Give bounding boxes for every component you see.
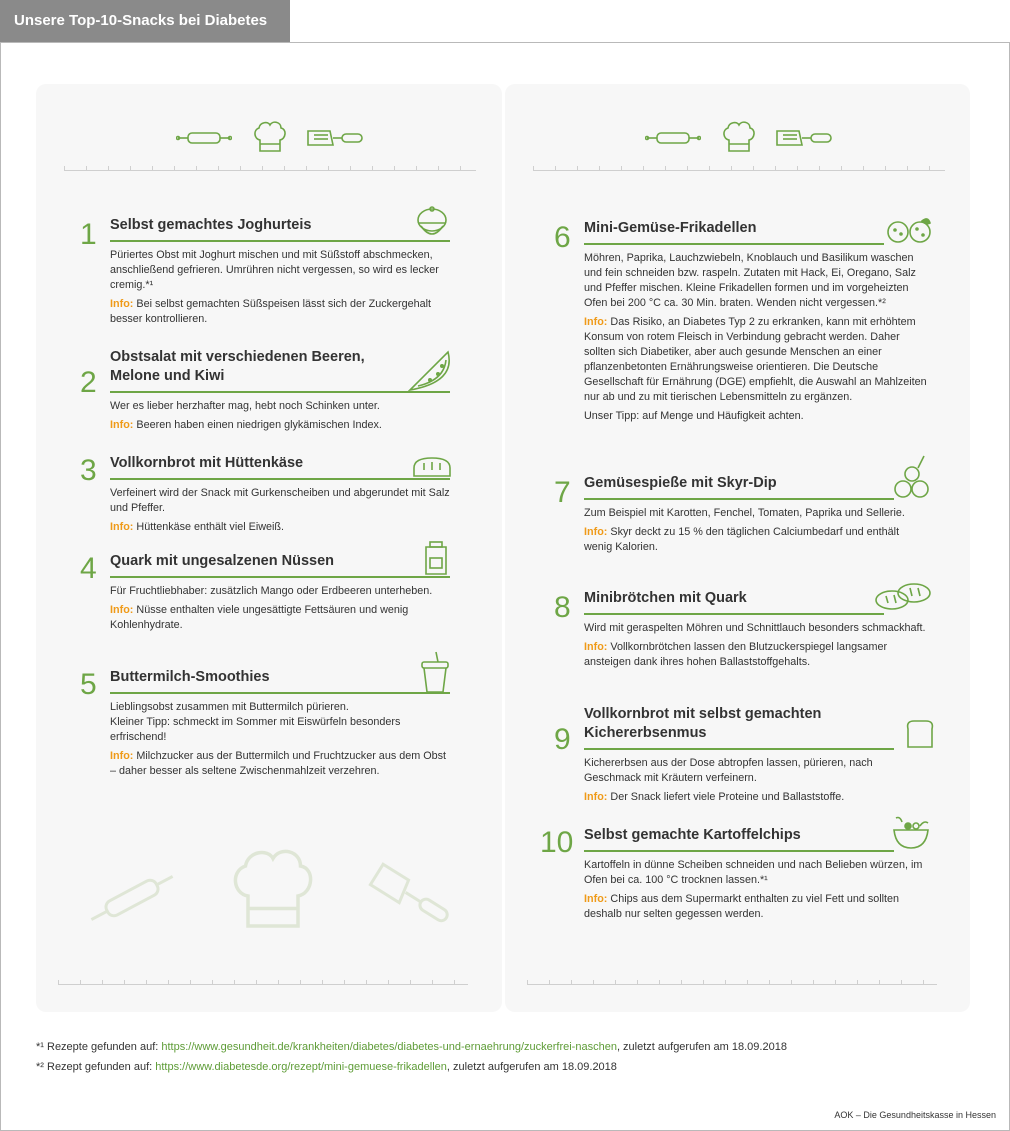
salad-bowl-icon xyxy=(890,814,932,850)
item-text: Kartoffeln in dünne Scheiben schneiden und nach Belieben würzen, im Ofen bei ca. 100 °C trocknen lassen.*¹ xyxy=(584,859,923,886)
ruler-tick xyxy=(527,980,528,984)
smoothie-cup-icon xyxy=(418,650,452,694)
ruler-top-right xyxy=(533,164,945,171)
ruler-tick xyxy=(432,980,433,984)
item-number: 8 xyxy=(554,591,571,624)
info-text: Bei selbst gemachten Süßspeisen lässt sich der Zuckergehalt besser kontrollieren. xyxy=(110,298,432,325)
ruler-tick xyxy=(328,166,329,170)
ruler-tick xyxy=(703,980,704,984)
item-body xyxy=(584,621,929,670)
ruler-tick xyxy=(813,980,814,984)
item-body xyxy=(110,700,450,779)
info-text: Beeren haben einen niedrigen glykämischen Index. xyxy=(136,419,382,431)
info-text: Skyr deckt zu 15 % den täglichen Calciumbedarf und enthält wenig Kalorien. xyxy=(584,526,900,553)
ruler-tick xyxy=(212,980,213,984)
item-number: 2 xyxy=(80,366,97,399)
bread-slice-icon xyxy=(904,719,936,749)
ruler-tick xyxy=(366,980,367,984)
ruler-tick xyxy=(659,980,660,984)
ruler-tick xyxy=(278,980,279,984)
info-label: Info: xyxy=(584,316,608,328)
item-info xyxy=(110,749,450,779)
item-text: Zum Beispiel mit Karotten, Fenchel, Tomaten, Paprika und Sellerie. xyxy=(584,507,905,519)
spatula-icon xyxy=(306,128,364,148)
ruler-top-left xyxy=(64,164,476,171)
item-text: Kichererbsen aus der Dose abtropfen lassen, pürieren, nach Geschmack mit Kräutern verfeinern. xyxy=(584,757,873,784)
item-title: Quark mit ungesalzenen Nüssen xyxy=(110,553,335,569)
jar-icon xyxy=(422,540,450,576)
ruler-tick xyxy=(929,166,930,170)
item-info xyxy=(584,892,929,922)
info-text: Nüsse enthalten viele ungesättigte Fettsäuren und wenig Kohlenhydrate. xyxy=(110,604,409,631)
title-underline xyxy=(110,240,450,242)
bread-icon xyxy=(412,456,452,478)
ruler-tick xyxy=(901,980,902,984)
ruler-bottom-left xyxy=(58,978,468,985)
ruler-tick xyxy=(438,166,439,170)
item-number: 4 xyxy=(80,552,97,585)
ruler-tick xyxy=(687,166,688,170)
item-title: Selbst gemachtes Joghurteis xyxy=(110,217,312,233)
ruler-tick xyxy=(218,166,219,170)
ruler-tick xyxy=(146,980,147,984)
title-underline xyxy=(584,498,894,500)
footnote-suffix: , zuletzt aufgerufen am 18.09.2018 xyxy=(446,1061,617,1073)
footnote-link[interactable]: https://www.diabetesde.org/rezept/mini-gemuese-frikadellen xyxy=(155,1061,447,1073)
title-underline xyxy=(110,391,450,393)
ruler-tick xyxy=(284,166,285,170)
item-text: Möhren, Paprika, Lauchzwiebeln, Knoblauch und Basilikum waschen und fein schneiden bzw. raspeln. Zutaten mit Hack, Ei, Oregano, Salz und Pfeffer mischen. Kleine Frikadellen formen und im vorgeheizten Ofen bei 200 °C ca. 30 Min. braten. Wenden nicht vergessen.*² xyxy=(584,252,916,309)
ruler-tick xyxy=(416,166,417,170)
ruler-tick xyxy=(344,980,345,984)
ruler-tick xyxy=(571,980,572,984)
ruler-tick xyxy=(857,980,858,984)
ruler-tick xyxy=(725,980,726,984)
info-text: Vollkornbrötchen lassen den Blutzuckerspiegel langsamer ansteigen dank ihres hohen Ballaststoffgehalts. xyxy=(584,641,888,668)
ruler-tick xyxy=(615,980,616,984)
ruler-tick xyxy=(460,166,461,170)
ruler-tick xyxy=(593,980,594,984)
item-text: Wird mit geraspelten Möhren und Schnittlauch besonders schmackhaft. xyxy=(584,622,926,634)
item-info xyxy=(584,790,929,805)
info-label: Info: xyxy=(584,526,608,538)
ruler-tick xyxy=(322,980,323,984)
item-number: 3 xyxy=(80,454,97,487)
item-title: Buttermilch-Smoothies xyxy=(110,669,270,685)
info-text: Milchzucker aus der Buttermilch und Fruchtzucker aus dem Obst – daher besser als seltene Zwischenmahlzeit verzehren. xyxy=(110,750,447,777)
footnote-prefix: *¹ Rezepte gefunden auf: xyxy=(36,1041,162,1053)
ruler-tick xyxy=(168,980,169,984)
item-text: Püriertes Obst mit Joghurt mischen und mit Süßstoff abschmecken, anschließend gefrieren. Umrühren nicht vergessen, so wird es lecker cremig.*¹ xyxy=(110,249,439,291)
snack-item-7 xyxy=(554,474,929,559)
item-info xyxy=(110,520,450,535)
ruler-tick xyxy=(863,166,864,170)
item-number: 10 xyxy=(540,826,574,859)
top-icons-right xyxy=(645,120,845,156)
info-label: Info: xyxy=(110,750,134,762)
ruler-tick xyxy=(262,166,263,170)
item-body xyxy=(584,506,929,555)
item-number: 7 xyxy=(554,476,571,509)
ruler-tick xyxy=(388,980,389,984)
info-label: Info: xyxy=(584,791,608,803)
item-number: 1 xyxy=(80,218,97,251)
ice-cream-icon xyxy=(412,206,452,242)
ruler-tick xyxy=(841,166,842,170)
item-info xyxy=(110,603,450,633)
patties-icon xyxy=(886,217,932,245)
item-body xyxy=(110,248,450,327)
item-body xyxy=(584,858,929,922)
item-number: 9 xyxy=(554,723,571,756)
item-info xyxy=(584,640,929,670)
title-underline xyxy=(110,576,450,578)
item-info xyxy=(584,315,929,405)
snack-item-4 xyxy=(80,552,450,637)
item-body xyxy=(110,486,450,535)
ruler-tick xyxy=(907,166,908,170)
ruler-tick xyxy=(769,980,770,984)
chef-hat-icon xyxy=(228,846,318,936)
footnote-link[interactable]: https://www.gesundheit.de/krankheiten/diabetes/diabetes-und-ernaehrung/zuckerfrei-naschen xyxy=(161,1041,617,1053)
ruler-tick xyxy=(643,166,644,170)
ruler-tick xyxy=(835,980,836,984)
item-title: Vollkornbrot mit Hüttenkäse xyxy=(110,455,304,471)
ruler-tick xyxy=(709,166,710,170)
info-label: Info: xyxy=(110,521,134,533)
ruler-tick xyxy=(775,166,776,170)
item-text: Wer es lieber herzhafter mag, hebt noch Schinken unter. xyxy=(110,400,380,412)
ruler-tick xyxy=(58,980,59,984)
spatula-icon xyxy=(366,862,456,932)
item-title: Obstsalat mit verschiedenen Beeren, Melone und Kiwi xyxy=(110,349,365,384)
item-title: Mini-Gemüse-Frikadellen xyxy=(584,220,757,236)
item-info xyxy=(110,418,450,433)
ruler-tick xyxy=(747,980,748,984)
info-text: Chips aus dem Supermarkt enthalten zu viel Fett und sollten deshalb nur selten gegessen werden. xyxy=(584,893,900,920)
melon-icon xyxy=(408,350,452,392)
ruler-bottom-right xyxy=(527,978,937,985)
title-underline xyxy=(584,243,884,245)
item-text: Für Fruchtliebhaber: zusätzlich Mango oder Erdbeeren unterheben. xyxy=(110,585,433,597)
info-label: Info: xyxy=(584,641,608,653)
ruler-tick xyxy=(791,980,792,984)
snack-item-2 xyxy=(80,348,450,437)
ruler-tick xyxy=(797,166,798,170)
ruler-tick xyxy=(549,980,550,984)
item-tip: Unser Tipp: auf Menge und Häufigkeit achten. xyxy=(584,410,804,422)
ruler-tick xyxy=(533,166,534,170)
ruler-tick xyxy=(234,980,235,984)
ruler-tick xyxy=(753,166,754,170)
left-panel xyxy=(36,84,502,1012)
info-label: Info: xyxy=(110,604,134,616)
item-info xyxy=(584,525,929,555)
snack-item-10 xyxy=(540,826,929,926)
title-underline xyxy=(584,613,884,615)
ruler-tick xyxy=(108,166,109,170)
info-text: Der Snack liefert viele Proteine und Ballaststoffe. xyxy=(610,791,845,803)
item-text: Verfeinert wird der Snack mit Gurkenscheiben und abgerundet mit Salz und Pfeffer. xyxy=(110,487,450,514)
chef-hat-icon xyxy=(252,120,288,154)
ruler-tick xyxy=(124,980,125,984)
ruler-tick xyxy=(577,166,578,170)
ruler-tick xyxy=(555,166,556,170)
ruler-tick xyxy=(454,980,455,984)
ruler-tick xyxy=(621,166,622,170)
ruler-tick xyxy=(819,166,820,170)
spatula-icon xyxy=(775,128,833,148)
item-body xyxy=(110,399,450,433)
info-label: Info: xyxy=(584,893,608,905)
info-text: Hüttenkäse enthält viel Eiweiß. xyxy=(136,521,285,533)
item-number: 6 xyxy=(554,221,571,254)
footnote-suffix: , zuletzt aufgerufen am 18.09.2018 xyxy=(616,1041,787,1053)
ruler-tick xyxy=(306,166,307,170)
ruler-tick xyxy=(300,980,301,984)
item-text: Lieblingsobst zusammen mit Buttermilch pürieren. Kleiner Tipp: schmeckt im Sommer mit Eiswürfeln besonders erfrischend! xyxy=(110,701,401,743)
item-body xyxy=(584,251,929,424)
ruler-tick xyxy=(190,980,191,984)
ruler-tick xyxy=(599,166,600,170)
ruler-tick xyxy=(879,980,880,984)
item-title: Vollkornbrot mit selbst gemachten Kichererbsenmus xyxy=(584,706,822,741)
item-number: 5 xyxy=(80,668,97,701)
info-label: Info: xyxy=(110,419,134,431)
item-title: Selbst gemachte Kartoffelchips xyxy=(584,827,801,843)
ruler-tick xyxy=(731,166,732,170)
ruler-tick xyxy=(174,166,175,170)
ruler-tick xyxy=(102,980,103,984)
item-body xyxy=(110,584,450,633)
footnote-2 xyxy=(36,1061,617,1073)
snack-item-3 xyxy=(80,454,450,539)
info-text: Das Risiko, an Diabetes Typ 2 zu erkranken, kann mit erhöhtem Konsum von rotem Fleisch in Verbindung gebracht werden. Daher sollten sich Diabetiker, aber auch gesunde Menschen an einer pflanzenbetonten Ernährungsweise orientieren. Die Deutsche Gesellschaft für Ernährung (DGE) empfiehlt, die Auswahl an Mahlzeiten nur ab und zu mit tierischen Lebensmitteln zu ergänzen. xyxy=(584,316,927,403)
right-panel xyxy=(505,84,970,1012)
top-icons-left xyxy=(176,120,376,156)
footnote-prefix: *² Rezept gefunden auf: xyxy=(36,1061,156,1073)
ruler-tick xyxy=(196,166,197,170)
footnote-1 xyxy=(36,1041,787,1053)
ruler-tick xyxy=(256,980,257,984)
item-title: Minibrötchen mit Quark xyxy=(584,590,747,606)
snack-item-6 xyxy=(554,219,929,428)
snack-item-9 xyxy=(554,705,929,809)
ruler-tick xyxy=(86,166,87,170)
title-underline xyxy=(584,850,894,852)
snack-item-1 xyxy=(80,216,450,331)
ruler-tick xyxy=(681,980,682,984)
rolling-pin-icon xyxy=(82,870,182,926)
chef-hat-icon xyxy=(721,120,757,154)
title-underline xyxy=(584,748,894,750)
bread-rolls-icon xyxy=(874,581,932,611)
rolling-pin-icon xyxy=(645,128,701,148)
page-title: Unsere Top-10-Snacks bei Diabetes xyxy=(0,0,290,42)
credit-text: AOK – Die Gesundheitskasse in Hessen xyxy=(834,1110,996,1120)
snack-item-5 xyxy=(80,668,450,783)
title-underline xyxy=(110,692,450,694)
item-info xyxy=(110,297,450,327)
ruler-tick xyxy=(372,166,373,170)
item-title: Gemüsespieße mit Skyr-Dip xyxy=(584,475,777,491)
ruler-tick xyxy=(923,980,924,984)
ruler-tick xyxy=(665,166,666,170)
ruler-tick xyxy=(64,166,65,170)
title-underline xyxy=(110,478,450,480)
ruler-tick xyxy=(394,166,395,170)
ruler-tick xyxy=(350,166,351,170)
snack-item-8 xyxy=(554,589,929,674)
item-body xyxy=(584,756,929,805)
ruler-tick xyxy=(152,166,153,170)
ruler-tick xyxy=(637,980,638,984)
ruler-tick xyxy=(885,166,886,170)
ruler-tick xyxy=(130,166,131,170)
ruler-tick xyxy=(410,980,411,984)
ruler-tick xyxy=(80,980,81,984)
info-label: Info: xyxy=(110,298,134,310)
vegetable-skewer-icon xyxy=(894,454,930,500)
ruler-tick xyxy=(240,166,241,170)
rolling-pin-icon xyxy=(176,128,232,148)
